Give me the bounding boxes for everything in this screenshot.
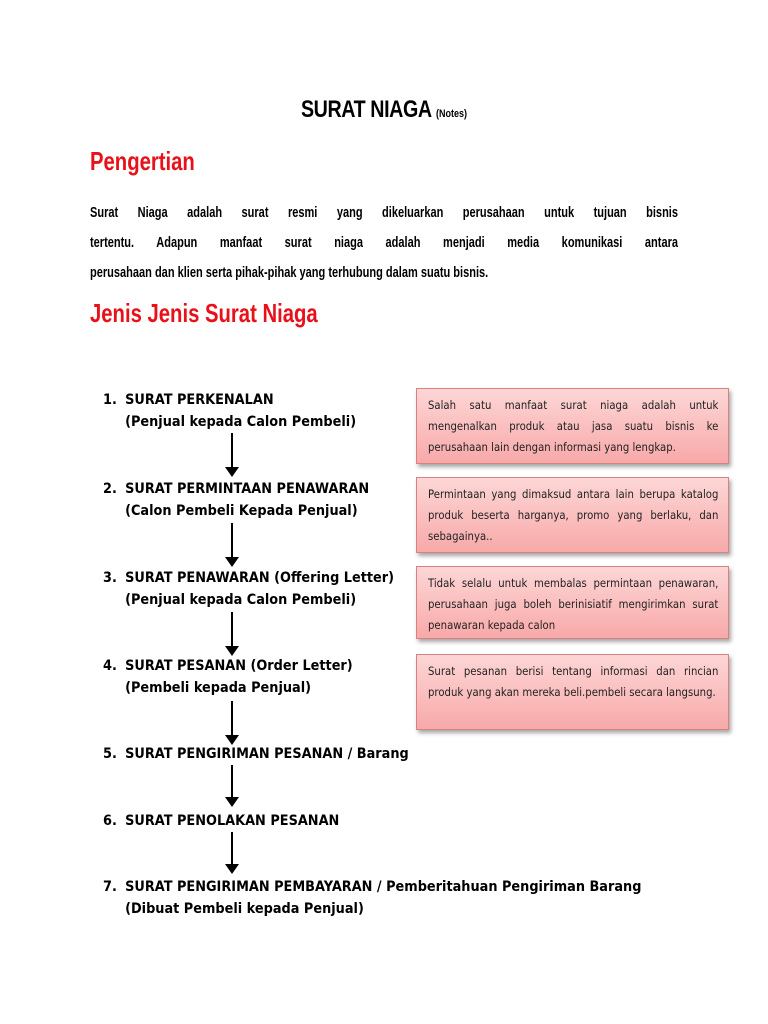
step-number: 4. — [103, 658, 117, 674]
step-item — [103, 478, 369, 522]
step-number: 6. — [103, 813, 117, 829]
step-number: 5. — [103, 746, 117, 762]
step-title: SURAT PERKENALAN — [125, 392, 274, 408]
step-title: SURAT PENAWARAN (Offering Letter) — [125, 570, 395, 586]
step-item — [103, 567, 394, 611]
step-item — [103, 743, 409, 765]
definition-paragraph — [90, 198, 678, 288]
step-item — [103, 655, 353, 699]
step-title: SURAT PENGIRIMAN PEMBAYARAN / Pemberitahuan Pengiriman Barang — [125, 879, 642, 895]
note-box — [416, 477, 729, 553]
step-subtitle: (Calon Pembeli Kepada Penjual) — [125, 503, 358, 519]
note-text: Permintaan yang dimaksud antara lain berupa katalog produk beserta harganya, promo yang berlaku, dan sebagainya.. — [428, 487, 719, 543]
paragraph-line: Surat Niaga adalah surat resmi yang dikeluarkan perusahaan untuk tujuan bisnis — [90, 204, 678, 221]
down-arrow-icon — [224, 765, 240, 807]
step-item — [103, 810, 339, 832]
step-number: 7. — [103, 879, 117, 895]
document-title — [69, 96, 699, 124]
note-text: Tidak selalu untuk membalas permintaan penawaran, perusahaan juga boleh berinisiatif mengirimkan surat penawaran kepada calon — [428, 576, 719, 632]
step-item — [103, 876, 641, 920]
down-arrow-icon — [224, 832, 240, 874]
step-number: 3. — [103, 570, 117, 586]
paragraph-line: tertentu. Adapun manfaat surat niaga adalah menjadi media komunikasi antara — [90, 234, 678, 251]
step-title: SURAT PESANAN (Order Letter) — [125, 658, 353, 674]
step-item — [103, 389, 356, 433]
step-title: SURAT PENGIRIMAN PESANAN / Barang — [125, 746, 409, 762]
down-arrow-icon — [224, 433, 240, 478]
step-title: SURAT PENOLAKAN PESANAN — [125, 813, 340, 829]
step-subtitle: (Dibuat Pembeli kepada Penjual) — [125, 901, 364, 917]
step-number: 1. — [103, 392, 117, 408]
heading-pengertian: Pengertian — [90, 146, 195, 176]
step-title: SURAT PERMINTAAN PENAWARAN — [125, 481, 370, 497]
note-box — [416, 566, 729, 639]
step-subtitle: (Pembeli kepada Penjual) — [125, 680, 312, 696]
down-arrow-icon — [224, 612, 240, 657]
down-arrow-icon — [224, 701, 240, 746]
step-subtitle: (Penjual kepada Calon Pembeli) — [125, 414, 357, 430]
note-text: Salah satu manfaat surat niaga adalah untuk mengenalkan produk atau jasa suatu bisnis ke perusahaan lain dengan informasi yang lengkap. — [428, 398, 719, 454]
step-number: 2. — [103, 481, 117, 497]
down-arrow-icon — [224, 523, 240, 568]
note-text: Surat pesanan berisi tentang informasi dan rincian produk yang akan mereka beli.pembeli secara langsung. — [428, 664, 719, 699]
note-box — [416, 388, 729, 464]
heading-jenis-surat: Jenis Jenis Surat Niaga — [90, 298, 318, 328]
paragraph-line: perusahaan dan klien serta pihak-pihak yang terhubung dalam suatu bisnis. — [90, 264, 489, 281]
step-subtitle: (Penjual kepada Calon Pembeli) — [125, 592, 357, 608]
title-main: SURAT NIAGA — [300, 96, 431, 123]
title-sub: (Notes) — [435, 108, 468, 120]
note-box — [416, 654, 729, 730]
